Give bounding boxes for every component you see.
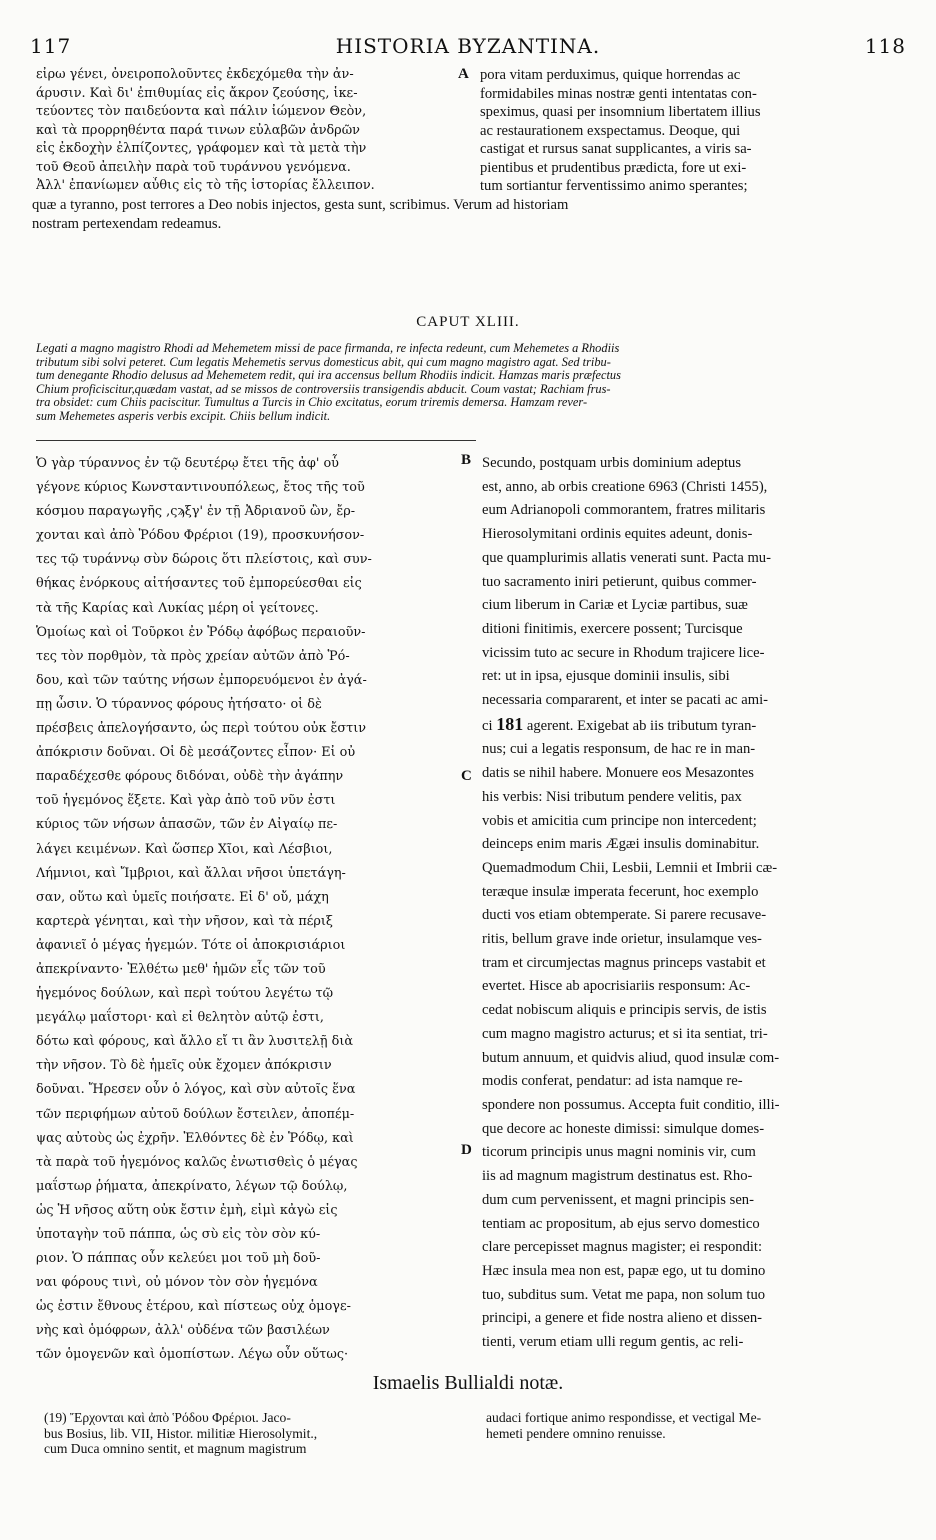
- text-line: λάγει κειμένων. Καὶ ὥσπερ Χῖοι, καὶ Λέσβιοι,: [36, 841, 333, 857]
- text-line: evertet. Hisce ab apocrisiariis responsum: Ac-: [482, 978, 751, 995]
- text-line: Quemadmodum Chii, Lesbii, Lemnii et Imbrii cæ-: [482, 859, 778, 876]
- text-line: modis conferat, pendatur: ad ista namque re-: [482, 1073, 743, 1090]
- text-line: ducti vos etiam obtemperate. Si parere recusave-: [482, 907, 767, 924]
- text-line: μαΐστωρ ῥήματα, ἀπεκρίνατο, λέγων τῷ δούλῳ,: [36, 1178, 348, 1194]
- text-line: χονται καὶ ἀπὸ Ῥόδου Φρέριοι (19), προσκυνήσον-: [36, 528, 365, 544]
- text-line: speximus, quasi per insomnium libertatem illius: [480, 104, 761, 120]
- text-line: pora vitam perduximus, quique horrendas ac: [480, 67, 741, 83]
- text-line: γέγονε κύριος Κωνσταντινουπόλεως, ἔτος τῆς τοῦ: [36, 480, 365, 496]
- text-line: ticorum principis unus magni nominis vir, cum: [482, 1144, 756, 1161]
- text-line: τοῦ Θεοῦ ἀπειλὴν παρὰ τοῦ τυράννου γενόμενα.: [36, 159, 351, 175]
- text-line: ὑποταγὴν τοῦ πάππα, ὡς σὺ εἰς τὸν σὸν κύ-: [36, 1227, 321, 1242]
- text-line: cum magno magistro acturus; et si ita sentiat, tri-: [482, 1025, 768, 1042]
- text-line: τες τὸν πορθμὸν, τὰ πρὸς χρείαν αὐτῶν ἀπὸ Ῥό-: [36, 648, 350, 664]
- margin-marker-b: B: [461, 452, 472, 468]
- text-line: tienti, verum etiam ulli regum gentis, ac reli-: [482, 1334, 744, 1351]
- text-line: eum Adrianopoli commorantem, fratres militaris: [482, 502, 766, 519]
- text-line: pientibus et prudentibus prædicta, fore ut exi-: [480, 159, 747, 176]
- text-line: Ἀλλ' ἐπανίωμεν αὖθις εἰς τὸ τῆς ἱστορίας ἔλλειπον.: [36, 178, 375, 193]
- text-line: ναι φόρους τινὶ, οὐ μόνον τὸν σὸν ἡγεμόνα: [36, 1275, 318, 1291]
- text-line: δου, καὶ τῶν ταύτης νήσων ἐμπορευόμενοι ἐν ἀγά-: [36, 672, 367, 688]
- notes-right: [486, 1410, 906, 1441]
- left-page-number: 117: [30, 34, 72, 58]
- summary-line: Legati a magno magistro Rhodi ad Mehemetem missi de pace firmanda, re infecta redeunt, cum Mehemetes a Rhodiis: [36, 342, 620, 355]
- note-line: hemeti pendere omnino renuisse.: [486, 1425, 666, 1441]
- divider: [36, 440, 476, 441]
- notes-title: Ismaelis Bullialdi notæ.: [372, 1372, 564, 1394]
- latin-full-width: [32, 196, 906, 234]
- text-line: ὡς ἐστιν ἔθνους ἑτέρου, καὶ πίστεως οὐχ ὁμογε-: [36, 1299, 351, 1315]
- line-rest: agerent. Exigebat ab iis tributum tyran-: [526, 717, 757, 734]
- text-line: [482, 713, 904, 739]
- text-line: ριον. Ὁ πάππας οὖν κελεύει μοι τοῦ μὴ δοῦ-: [36, 1251, 321, 1267]
- text-line: ret: ut in ipsa, ejusque dominii insulis, sibi: [482, 668, 730, 685]
- text-line: cedat nobiscum aliquis e principis servis, de istis: [482, 1002, 767, 1019]
- text-line: Λήμνιοι, καὶ Ἴμβριοι, καὶ ἄλλαι νῆσοι ὑπετάγη-: [36, 865, 346, 881]
- right-page-number: 118: [864, 34, 906, 58]
- text-line: νὴς καὶ ὁμόφρων, ἀλλ' οὐδένα τῶν βασιλέων: [36, 1323, 330, 1339]
- line-prefix: ci: [482, 717, 493, 734]
- text-line: Ὁμοίως καὶ οἱ Τοῦρκοι ἐν Ῥόδῳ ἀφόβως περαιοῦν-: [36, 624, 366, 640]
- text-line: ψας αὐτοὺς ὡς ἐχρῆν. Ἐλθόντες δὲ ἐν Ῥόδῳ, καὶ: [36, 1130, 354, 1146]
- text-line: καρτερὰ γένηται, καὶ τὴν νῆσον, καὶ τὰ πέριξ: [36, 913, 333, 929]
- text-line: ditioni finitimis, exercere possent; Turcisque: [482, 620, 743, 637]
- text-line: cium liberum in Cariæ et Lyciæ partibus, suæ: [482, 597, 748, 614]
- greek-continuation: [36, 66, 456, 196]
- text-line: vobis et amicitia cum principe non intercedent;: [482, 812, 757, 829]
- text-line: παραδέχεσθε φόρους διδόναι, οὐδὲ τὴν ἀγάπην: [36, 769, 344, 785]
- text-line: tuo, subditus sum. Vetat me papa, non solum tuo: [482, 1286, 766, 1303]
- text-line: Hierosolymitani ordinis equites adeunt, donis-: [482, 526, 753, 543]
- running-header: [30, 34, 906, 60]
- text-line: Hæc insula mea non est, papæ ego, ut tu domino: [482, 1262, 766, 1279]
- note-line: audaci fortique animo respondisse, et vectigal Me-: [486, 1410, 762, 1425]
- text-line: ritis, bellum grave inde orietur, insulamque ves-: [482, 931, 762, 948]
- text-line: δότω καὶ φόρους, καὶ ἄλλο εἴ τι ἂν λυσιτελῇ διὰ: [36, 1034, 353, 1050]
- summary-line: tra obsidet: cum Chiis paciscitur. Tumultus a Turcis in Chio excitatus, eorum triremis demersa. Hamzam rever-: [36, 396, 588, 410]
- greek-main-column: [36, 452, 456, 1368]
- text-line: tuo sacramento iniri petierunt, quibus commer-: [482, 573, 757, 590]
- text-line: iis ad magnum magistrum destinatus est. Rho-: [482, 1168, 753, 1185]
- text-line: Secundo, postquam urbis dominium adeptus: [482, 455, 742, 471]
- text-line: nostram pertexendam redeamus.: [32, 216, 222, 232]
- text-line: formidabiles minas nostræ genti intentatas con-: [480, 85, 757, 102]
- text-line: κόσμου παραγωγῆς ,ςϡξγ' ἐν τῇ Ἀδριανοῦ ὢν, ἔρ-: [36, 504, 356, 520]
- text-line: teræque insulæ imperata fecerunt, hoc exemplo: [482, 883, 759, 900]
- summary-line: tributum sibi solvi peteret. Cum legatis Mehemetis servus domesticus abit, qui cum magno magistro agat. Sed tribu-: [36, 355, 611, 369]
- note-line: cum Duca omnino sentit, et magnum magistrum: [44, 1441, 307, 1456]
- margin-marker-d: D: [461, 1142, 472, 1158]
- text-line: τῶν περιφήμων αὐτοῦ δούλων ἔστειλεν, ἀποπέμ-: [36, 1106, 355, 1122]
- text-line: άρυσιν. Καὶ δι' ἐπιθυμίας εἰς ἄκρον ζεούσης, ἱκε-: [36, 85, 358, 101]
- notes-left: [44, 1410, 464, 1457]
- text-line: que decore ac honeste dimissi: simulque domes-: [482, 1120, 765, 1137]
- text-line: σαν, οὕτω καὶ ὑμεῖς ποιήσατε. Εἰ δ' οὔ, μάχη: [36, 889, 329, 905]
- text-line: Ὁ γὰρ τύραννος ἐν τῷ δευτέρῳ ἔτει τῆς ἀφ' οὗ: [36, 456, 339, 471]
- text-line: tram et circumjectas magnus princeps vastabit et: [482, 954, 766, 971]
- text-line: ἀπεκρίναντο· Ἐλθέτω μεθ' ἡμῶν εἷς τῶν τοῦ: [36, 961, 326, 977]
- text-line: que quamplurimis allatis venerati sunt. Pacta mu-: [482, 549, 771, 566]
- text-line: ὡς Ἡ νῆσος αὕτη οὐκ ἔστιν ἐμὴ, εἰμὶ κἀγὼ εἰς: [36, 1202, 338, 1218]
- text-line: τὰ παρὰ τοῦ ἡγεμόνος καλῶς ἐνωτισθεὶς ὁ μέγας: [36, 1154, 358, 1170]
- text-line: quæ a tyranno, post terrores a Deo nobis injectos, gesta sunt, scribimus. Verum ad historiam: [32, 197, 569, 213]
- text-line: tum sortiantur ferventissimo animo sperantes;: [480, 178, 748, 194]
- text-line: τοῦ ἡγεμόνος ἕξετε. Καὶ γὰρ ἀπὸ τοῦ νῦν ἐστι: [36, 793, 336, 809]
- text-line: est, anno, ab orbis creatione 6963 (Christi 1455),: [482, 478, 768, 495]
- text-line: ἀφανιεῖ ὁ μέγας ἡγεμών. Τότε οἱ ἀποκρισιάριοι: [36, 937, 346, 953]
- note-line: bus Bosius, lib. VII, Histor. militiæ Hierosolymit.,: [44, 1425, 318, 1441]
- text-line: spondere non possumus. Accepta fuit conditio, illi-: [482, 1096, 780, 1113]
- text-line: τὰ τῆς Καρίας καὶ Λυκίας μέρη οἱ γείτονες.: [36, 600, 319, 616]
- text-line: vicissim tuto ac secure in Rhodum trajicere lice-: [482, 644, 765, 661]
- margin-marker-c: C: [461, 768, 472, 784]
- text-line: εἰρω γένει, ὀνειροπολοῦντες ἐκδεχόμεθα τὴν ἀν-: [36, 67, 354, 82]
- text-line: nus; cui a legatis responsum, de hac re in man-: [482, 741, 756, 758]
- text-line: τὴν νῆσον. Τὸ δὲ ἡμεῖς οὐκ ἔχομεν ἀπόκρισιν: [36, 1058, 332, 1074]
- text-line: tentiam ac propositum, ab ejus servo domestico: [482, 1215, 760, 1232]
- summary-line: Chium proficiscitur,quædam vastat, ad se missos de controversiis transigendis abducit. Coum vastat; Rachiam frus-: [36, 382, 611, 396]
- text-line: deinceps enim maris Ægæi insulis dominabitur.: [482, 836, 760, 853]
- text-line: ἡγεμόνος δούλων, καὶ περὶ τούτου λεγέτω τῷ: [36, 986, 334, 1002]
- text-line: τεύοντες τὸν παιδεύοντα καὶ πάλιν ἰώμενον Θεὸν,: [36, 104, 367, 119]
- text-line: θήκας ἐνόρκους αἰτήσαντες τοῦ ἐμπορεύεσθαι εἰς: [36, 576, 362, 592]
- latin-continuation: [480, 66, 900, 196]
- text-line: ἀπόκρισιν δοῦναι. Οἱ δὲ μεσάζοντες εἶπον· Εἰ οὐ: [36, 745, 356, 761]
- text-line: τες τῷ τυράννῳ σὺν δώροις ὅτι πλείστοις, καὶ συν-: [36, 552, 372, 568]
- text-line: καὶ τὰ προρρηθέντα παρά τινων εὐλαβῶν ἀνδρῶν: [36, 122, 360, 138]
- text-line: necessaria compararent, et inter se pacati ac ami-: [482, 692, 769, 709]
- summary-line: sum Mehemetes asperis verbis excipit. Chiis bellum indicit.: [36, 409, 331, 423]
- text-line: εἰς ἐκδοχὴν ἐλπίζοντες, γράφομεν καὶ τὰ μετὰ τὴν: [36, 141, 367, 156]
- text-line: clare percepisset magnus magister; ei respondit:: [482, 1239, 763, 1256]
- text-line: ac restaurationem exspectamus. Deoque, qui: [480, 122, 741, 139]
- chapter-heading: CAPUT XLIII.: [416, 314, 520, 330]
- running-title: HISTORIA BYZANTINA.: [335, 34, 601, 58]
- text-line: dum cum pervenissent, et magni principis sen-: [482, 1191, 754, 1208]
- note-line: (19) Ἔρχονται καὶ ἀπὸ Ῥόδου Φρέριοι. Jaco-: [44, 1410, 291, 1425]
- latin-main-column: [482, 452, 904, 1355]
- summary-line: tum denegante Rhodio delusus ad Mehemetem redit, qui ira accensus bellum Rhodiis indicit. Hamzas maris præfectus: [36, 369, 621, 383]
- chapter-summary: [36, 342, 906, 424]
- text-line: πῃ ὦσιν. Ὁ τύραννος φόρους ἠτήσατο· οἱ δὲ: [36, 696, 322, 712]
- text-line: his verbis: Nisi tributum pendere velitis, pax: [482, 788, 742, 805]
- text-line: principi, a genere et fide nostra alieno et dissen-: [482, 1310, 763, 1327]
- text-line: κύριος τῶν νήσων ἁπασῶν, τῶν ἐν Αἰγαίῳ πε-: [36, 817, 338, 833]
- text-line: datis se nihil habere. Monuere eos Mesazontes: [482, 765, 754, 782]
- text-line: butum annuum, et quidvis aliud, quod insulæ com-: [482, 1049, 780, 1066]
- text-line: πρέσβεις ἀπελογήσαντο, ὡς περὶ τούτου οὐκ ἔστιν: [36, 721, 367, 737]
- text-line: μεγάλῳ μαΐστορι· καὶ εἰ θελητὸν αὐτῷ ἐστι,: [36, 1010, 324, 1026]
- text-line: τῶν ὁμογενῶν καὶ ὁμοπίστων. Λέγω οὖν οὕτως·: [36, 1347, 349, 1363]
- page-number-inline: 181: [496, 713, 524, 734]
- text-line: castigat et rursus sanat supplicantes, a viris sa-: [480, 141, 752, 157]
- text-line: δοῦναι. Ἤρεσεν οὖν ὁ λόγος, καὶ σὺν αὐτοῖς ἕνα: [36, 1082, 356, 1098]
- margin-marker-a: A: [458, 66, 469, 82]
